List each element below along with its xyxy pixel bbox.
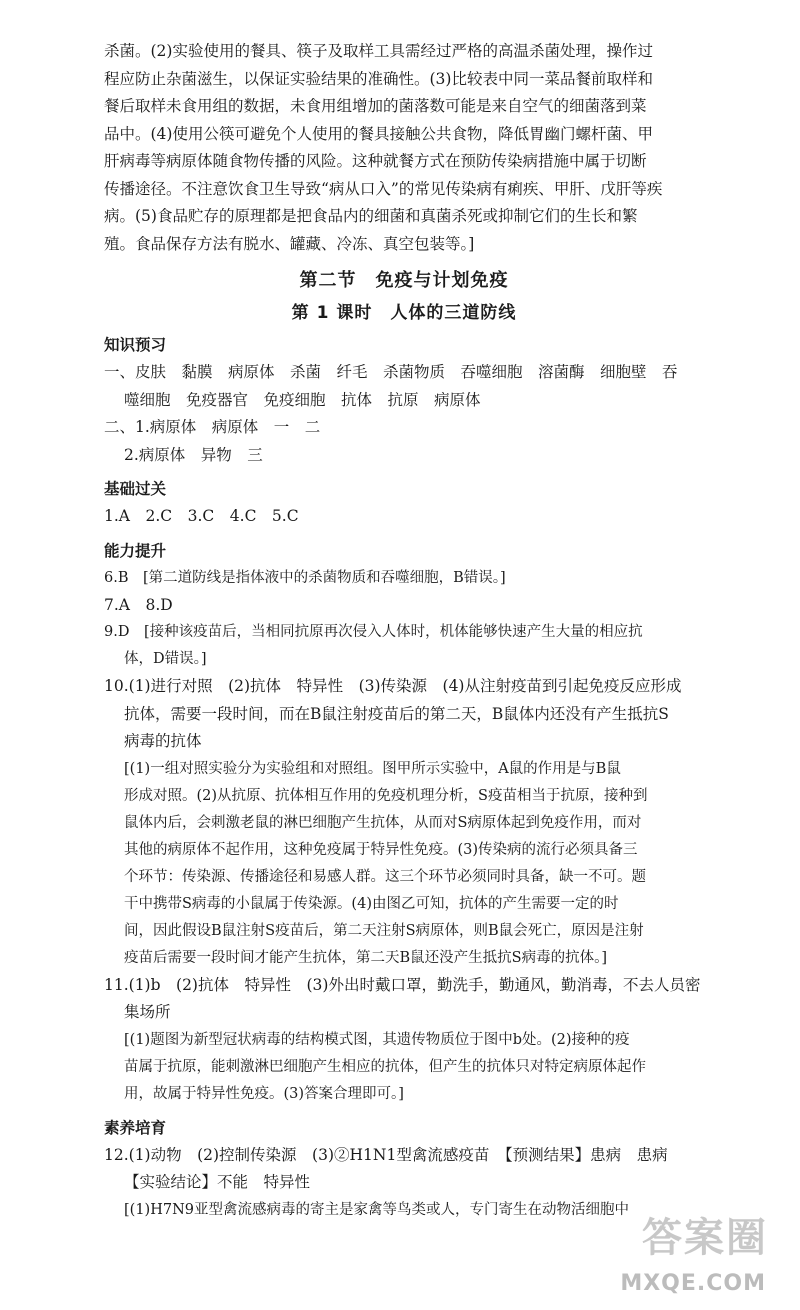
text-line: [(1)一组对照实验分为实验组和对照组。图甲所示实验中，A鼠的作用是与B鼠 [124,760,621,777]
preview-line: 噬细胞 免疫器官 免疫细胞 抗体 抗原 病原体 [124,390,481,409]
text-line: 殖。食品保存方法有脱水、罐藏、冷冻、真空包装等。] [104,234,475,253]
basic-answers: 1.A 2.C 3.C 4.C 5.C [104,507,299,525]
explanation-q11 [104,1027,704,1108]
heading-basic: 基础过关 [104,480,167,498]
text-line: 鼠体内后，会刺激老鼠的淋巴细胞产生抗体，从而对S病原体起到免疫作用，而对 [124,814,642,831]
answer-q7-8: 7.A 8.D [104,595,173,614]
preview-line: 2.病原体 异物 三 [124,445,263,464]
text-line: 肝病毒等病原体随食物传播的风险。这种就餐方式在预防传染病措施中属于切断 [104,152,647,170]
answer-q10: 10.(1)进行对照 (2)抗体 特异性 (3)传染源 (4)从注射疫苗到引起免疫反应形成 [104,677,682,695]
document-content [104,38,704,1224]
answer-q11-cont: 集场所 [124,1003,171,1021]
explanation-q12: [(1)H7N9亚型禽流感病毒的寄主是家禽等鸟类或人，专门寄生在动物活细胞中 [124,1201,629,1218]
answer-q10-cont: 抗体，需要一段时间，而在B鼠注射疫苗后的第二天，B鼠体内还没有产生抵抗S [124,704,669,723]
lesson-title: 第 1 课时 人体的三道防线 [291,303,517,323]
text-line: 形成对照。(2)从抗原、抗体相互作用的免疫机理分析，S疫苗相当于抗原，接种到 [124,787,648,804]
heading-literacy: 素养培育 [104,1118,167,1137]
text-line: 程应防止杂菌滋生，以保证实验结果的准确性。(3)比较表中同一菜品餐前取样和 [104,69,653,88]
text-line: [(1)题图为新型冠状病毒的结构模式图，其遗传物质位于图中b处。(2)接种的疫 [124,1031,630,1048]
text-line: 用，故属于特异性免疫。(3)答案合理即可。] [124,1085,404,1102]
text-line: 苗属于抗原，能刺激淋巴细胞产生相应的抗体，但产生的抗体只对特定病原体起作 [124,1058,646,1075]
text-line: 品中。(4)使用公筷可避免个人使用的餐具接触公共食物，降低胃幽门螺杆菌、甲 [104,124,653,143]
heading-ability: 能力提升 [104,541,167,560]
preview-line: 一、皮肤 黏膜 病原体 杀菌 纤毛 杀菌物质 吞噬细胞 溶菌酶 细胞壁 吞 [104,363,678,381]
watermark-logo [556,1206,776,1296]
watermark-url: MXQE.COM [620,1271,766,1296]
text-line: 间，因此假设B鼠注射S疫苗后，第二天注射S病原体，则B鼠会死亡，原因是注射 [124,922,644,939]
answer-q9: 9.D [接种该疫苗后，当相同抗原再次侵入人体时，机体能够快速产生大量的相应抗 [104,624,643,640]
answer-q9-cont: 体，D错误。] [124,651,207,667]
text-line: 个环节：传染源、传播途径和易感人群。这三个环节必须同时具备，缺一不可。题 [124,868,646,885]
preview-line: 二、1.病原体 病原体 一 二 [104,418,321,436]
answer-q10-cont: 病毒的抗体 [124,732,202,750]
section-title: 第二节 免疫与计划免疫 [299,270,509,291]
answer-q6: 6.B [第二道防线是指体液中的杀菌物质和吞噬细胞，B错误。] [104,569,506,586]
intro-paragraph [104,38,704,258]
heading-preview: 知识预习 [104,336,167,354]
text-line: 杀菌。(2)实验使用的餐具、筷子及取样工具需经过严格的高温杀菌处理，操作过 [104,42,653,60]
answer-q12: 12.(1)动物 (2)控制传染源 (3)②H1N1型禽流感疫苗 【预测结果】患病 患病 [104,1145,668,1164]
answer-q12-cont: 【实验结论】不能 特异性 [124,1173,311,1191]
text-line: 其他的病原体不起作用，这种免疫属于特异性免疫。(3)传染病的流行必须具备三 [124,841,638,858]
text-line: 疫苗后需要一段时间才能产生抗体，第二天B鼠还没产生抵抗S病毒的抗体。] [124,949,607,966]
answer-q11: 11.(1)b (2)抗体 特异性 (3)外出时戴口罩，勤洗手，勤通风，勤消毒，不去人员密 [104,975,701,994]
text-line: 干中携带S病毒的小鼠属于传染源。(4)由图乙可知，抗体的产生需要一定的时 [124,895,619,912]
watermark-text: 答案圈 [642,1215,768,1261]
explanation-q10 [104,756,704,972]
text-line: 餐后取样未食用组的数据，未食用组增加的菌落数可能是来自空气的细菌落到菜 [104,97,647,115]
text-line: 病。(5)食品贮存的原理都是把食品内的细菌和真菌杀死或抑制它们的生长和繁 [104,207,638,225]
text-line: 传播途径。不注意饮食卫生导致“病从口入”的常见传染病有痢疾、甲肝、戊肝等疾 [104,179,663,198]
